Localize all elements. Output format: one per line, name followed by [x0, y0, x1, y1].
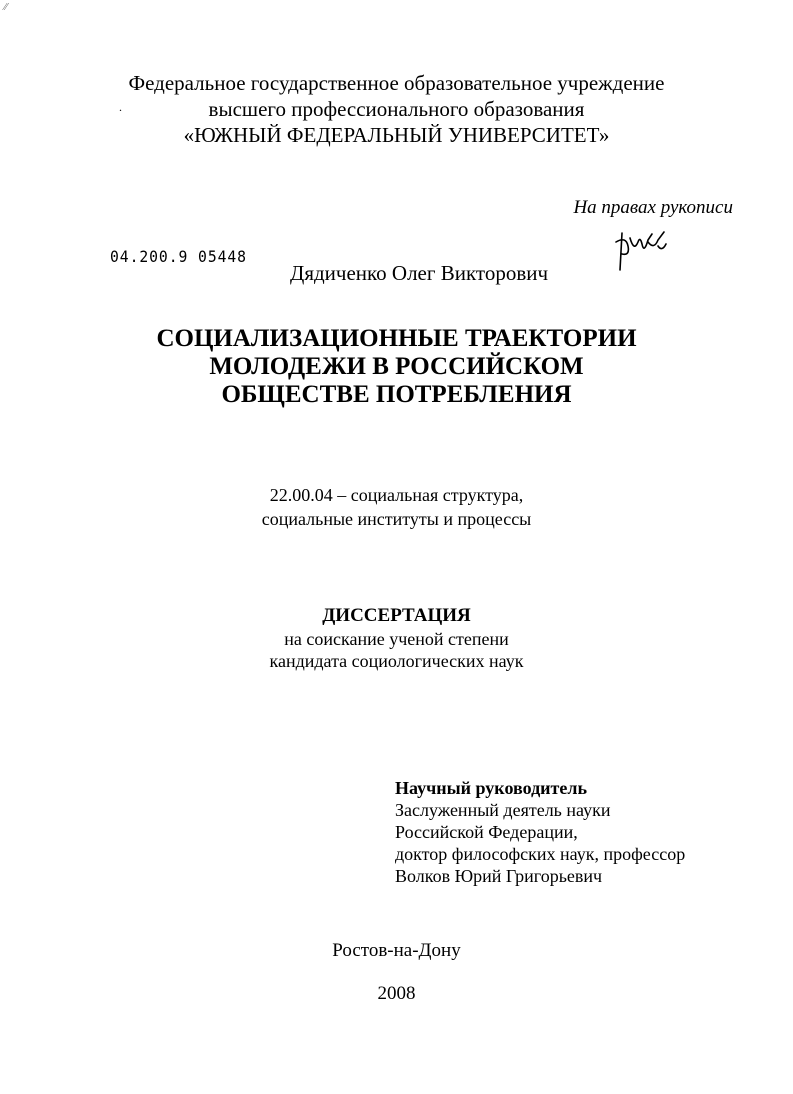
dissertation-heading: ДИССЕРТАЦИЯ [322, 605, 471, 626]
institution-line-3: «ЮЖНЫЙ ФЕДЕРАЛЬНЫЙ УНИВЕРСИТЕТ» [183, 123, 610, 147]
specialty-line-2: социальные институты и процессы [261, 509, 532, 529]
supervisor-line-3: доктор философских наук, профессор [395, 844, 686, 864]
author-name: Дядиченко Олег Викторович [290, 261, 549, 285]
city: Ростов-на-Дону [332, 940, 461, 961]
manuscript-note: На правах рукописи [573, 197, 733, 218]
dissertation-title [0, 325, 793, 409]
year: 2008 [377, 983, 416, 1004]
signature-icon [612, 228, 672, 273]
institution-block [0, 70, 793, 148]
supervisor-line-1: Заслуженный деятель науки [395, 800, 611, 820]
supervisor-heading: Научный руководитель [395, 778, 587, 798]
stamp-number: 04.200.9 05448 [110, 247, 247, 266]
title-line-1: СОЦИАЛИЗАЦИОННЫЕ ТРАЕКТОРИИ [156, 325, 637, 352]
supervisor-line-2: Российской Федерации, [395, 822, 578, 842]
dot-mark: . [119, 100, 122, 114]
title-line-3: ОБЩЕСТВЕ ПОТРЕБЛЕНИЯ [221, 381, 572, 408]
corner-mark: ⁄⁄ [4, 2, 8, 13]
supervisor-block [395, 777, 685, 887]
degree-line-2: кандидата социологических наук [269, 651, 524, 671]
degree-line-1: на соискание ученой степени [284, 629, 509, 649]
institution-line-2: высшего профессионального образования [208, 97, 585, 121]
specialty-block [0, 483, 793, 531]
dissertation-degree [0, 628, 793, 672]
institution-line-1: Федеральное государственное образовательное учреждение [128, 71, 665, 95]
specialty-line-1: 22.00.04 – социальная структура, [269, 485, 524, 505]
supervisor-line-4: Волков Юрий Григорьевич [395, 866, 603, 886]
title-line-2: МОЛОДЕЖИ В РОССИЙСКОМ [209, 353, 584, 380]
